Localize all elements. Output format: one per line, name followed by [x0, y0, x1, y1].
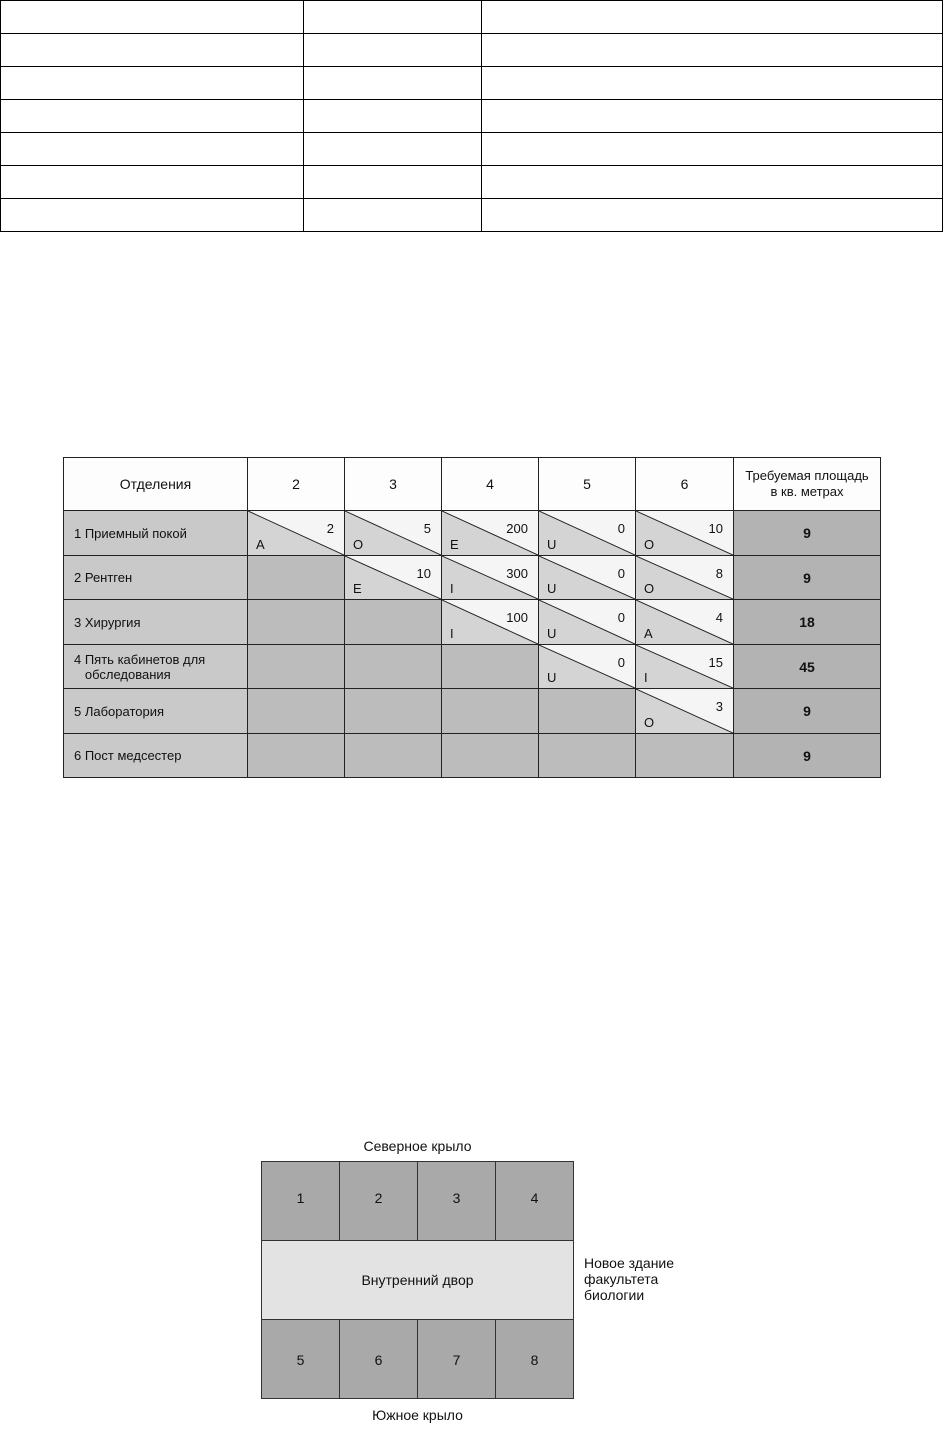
empty-row	[1, 100, 943, 133]
room: 6	[340, 1320, 418, 1398]
courtyard: Внутренний двор	[262, 1241, 573, 1320]
relationship-cell	[539, 600, 636, 645]
empty-row	[1, 1, 943, 34]
empty-cell	[482, 34, 943, 67]
empty-cell	[1, 1, 304, 34]
closeness-value: 5	[423, 521, 431, 536]
empty-cell	[304, 100, 482, 133]
relationship-cell	[636, 645, 734, 689]
empty-cell	[304, 1, 482, 34]
closeness-value: 10	[708, 521, 723, 536]
empty-cell	[442, 689, 539, 734]
room: 7	[418, 1320, 496, 1398]
relationship-cell	[345, 556, 442, 600]
closeness-code: E	[353, 581, 362, 596]
empty-cell	[248, 689, 345, 734]
empty-cell	[539, 734, 636, 778]
room: 5	[262, 1320, 340, 1398]
closeness-value: 200	[506, 521, 528, 536]
closeness-code: U	[547, 626, 557, 641]
required-area: 45	[734, 645, 881, 689]
row-label: 4 Пять кабинетов для обследования	[64, 645, 248, 689]
relationship-cell	[248, 511, 345, 556]
closeness-code: E	[450, 537, 459, 552]
empty-cell	[304, 34, 482, 67]
closeness-value: 10	[416, 566, 431, 581]
north-wing	[262, 1162, 573, 1241]
empty-table	[0, 0, 943, 232]
empty-cell	[539, 689, 636, 734]
empty-cell	[1, 67, 304, 100]
empty-cell	[482, 100, 943, 133]
empty-cell	[345, 734, 442, 778]
room: 8	[496, 1320, 573, 1398]
empty-cell	[1, 133, 304, 166]
row-label: 6 Пост медсестер	[64, 734, 248, 778]
closeness-code: U	[547, 670, 557, 685]
relationship-cell	[636, 600, 734, 645]
closeness-value: 0	[617, 610, 625, 625]
chart-row	[64, 645, 881, 689]
closeness-value: 2	[326, 521, 334, 536]
chart-row	[64, 600, 881, 645]
empty-cell	[1, 34, 304, 67]
closeness-value: 15	[708, 655, 723, 670]
empty-cell	[482, 166, 943, 199]
closeness-value: 100	[506, 610, 528, 625]
empty-row	[1, 133, 943, 166]
row-label: 5 Лаборатория	[64, 689, 248, 734]
header-area: Требуемая площадь в кв. метрах	[734, 458, 881, 511]
closeness-value: 3	[715, 699, 723, 714]
relationship-cell	[636, 556, 734, 600]
empty-cell	[442, 645, 539, 689]
header-col-5: 5	[539, 458, 636, 511]
empty-cell	[304, 166, 482, 199]
building-plan	[261, 1161, 574, 1399]
closeness-code: I	[644, 670, 648, 685]
relationship-cell	[442, 556, 539, 600]
header-col-4: 4	[442, 458, 539, 511]
empty-cell	[636, 734, 734, 778]
closeness-value: 300	[506, 566, 528, 581]
empty-cell	[442, 734, 539, 778]
closeness-code: I	[450, 581, 454, 596]
relationship-chart	[63, 457, 881, 778]
empty-cell	[248, 600, 345, 645]
required-area: 9	[734, 511, 881, 556]
chart-row	[64, 734, 881, 778]
relationship-cell	[539, 556, 636, 600]
row-label: 2 Рентген	[64, 556, 248, 600]
closeness-code: O	[644, 581, 655, 596]
relationship-cell	[345, 511, 442, 556]
required-area: 9	[734, 734, 881, 778]
relationship-cell	[442, 600, 539, 645]
closeness-value: 0	[617, 521, 625, 536]
room: 1	[262, 1162, 340, 1240]
closeness-value: 0	[617, 655, 625, 670]
empty-cell	[1, 100, 304, 133]
empty-row	[1, 199, 943, 232]
empty-cell	[345, 600, 442, 645]
closeness-value: 8	[715, 566, 723, 581]
relationship-cell	[442, 511, 539, 556]
empty-cell	[482, 1, 943, 34]
closeness-value: 0	[617, 566, 625, 581]
relationship-cell	[539, 511, 636, 556]
closeness-code: U	[547, 537, 557, 552]
closeness-code: U	[547, 581, 557, 596]
required-area: 18	[734, 600, 881, 645]
closeness-code: O	[644, 715, 655, 730]
north-wing-label: Северное крыло	[363, 1138, 472, 1154]
relationship-cell	[636, 689, 734, 734]
closeness-value: 4	[715, 610, 723, 625]
header-departments: Отделения	[64, 458, 248, 511]
closeness-code: O	[644, 537, 655, 552]
south-wing	[262, 1319, 573, 1398]
chart-row	[64, 511, 881, 556]
empty-cell	[304, 133, 482, 166]
chart-row	[64, 556, 881, 600]
closeness-code: O	[353, 537, 364, 552]
closeness-code: A	[256, 537, 265, 552]
empty-cell	[1, 166, 304, 199]
room: 4	[496, 1162, 573, 1240]
empty-cell	[248, 556, 345, 600]
empty-cell	[304, 199, 482, 232]
required-area: 9	[734, 689, 881, 734]
empty-cell	[482, 67, 943, 100]
header-col-6: 6	[636, 458, 734, 511]
row-label: 3 Хирургия	[64, 600, 248, 645]
side-note: Новое здание факультета биологии	[584, 1255, 675, 1303]
empty-cell	[248, 645, 345, 689]
empty-cell	[345, 645, 442, 689]
relationship-cell	[636, 511, 734, 556]
empty-cell	[482, 199, 943, 232]
empty-cell	[482, 133, 943, 166]
empty-row	[1, 166, 943, 199]
room: 2	[340, 1162, 418, 1240]
header-col-2: 2	[248, 458, 345, 511]
empty-cell	[345, 689, 442, 734]
room: 3	[418, 1162, 496, 1240]
empty-cell	[304, 67, 482, 100]
relationship-cell	[539, 645, 636, 689]
header-col-3: 3	[345, 458, 442, 511]
row-label: 1 Приемный покой	[64, 511, 248, 556]
empty-row	[1, 67, 943, 100]
required-area: 9	[734, 556, 881, 600]
south-wing-label: Южное крыло	[372, 1407, 463, 1423]
chart-row	[64, 689, 881, 734]
empty-cell	[248, 734, 345, 778]
closeness-code: I	[450, 626, 454, 641]
closeness-code: A	[644, 626, 653, 641]
empty-row	[1, 34, 943, 67]
empty-cell	[1, 199, 304, 232]
